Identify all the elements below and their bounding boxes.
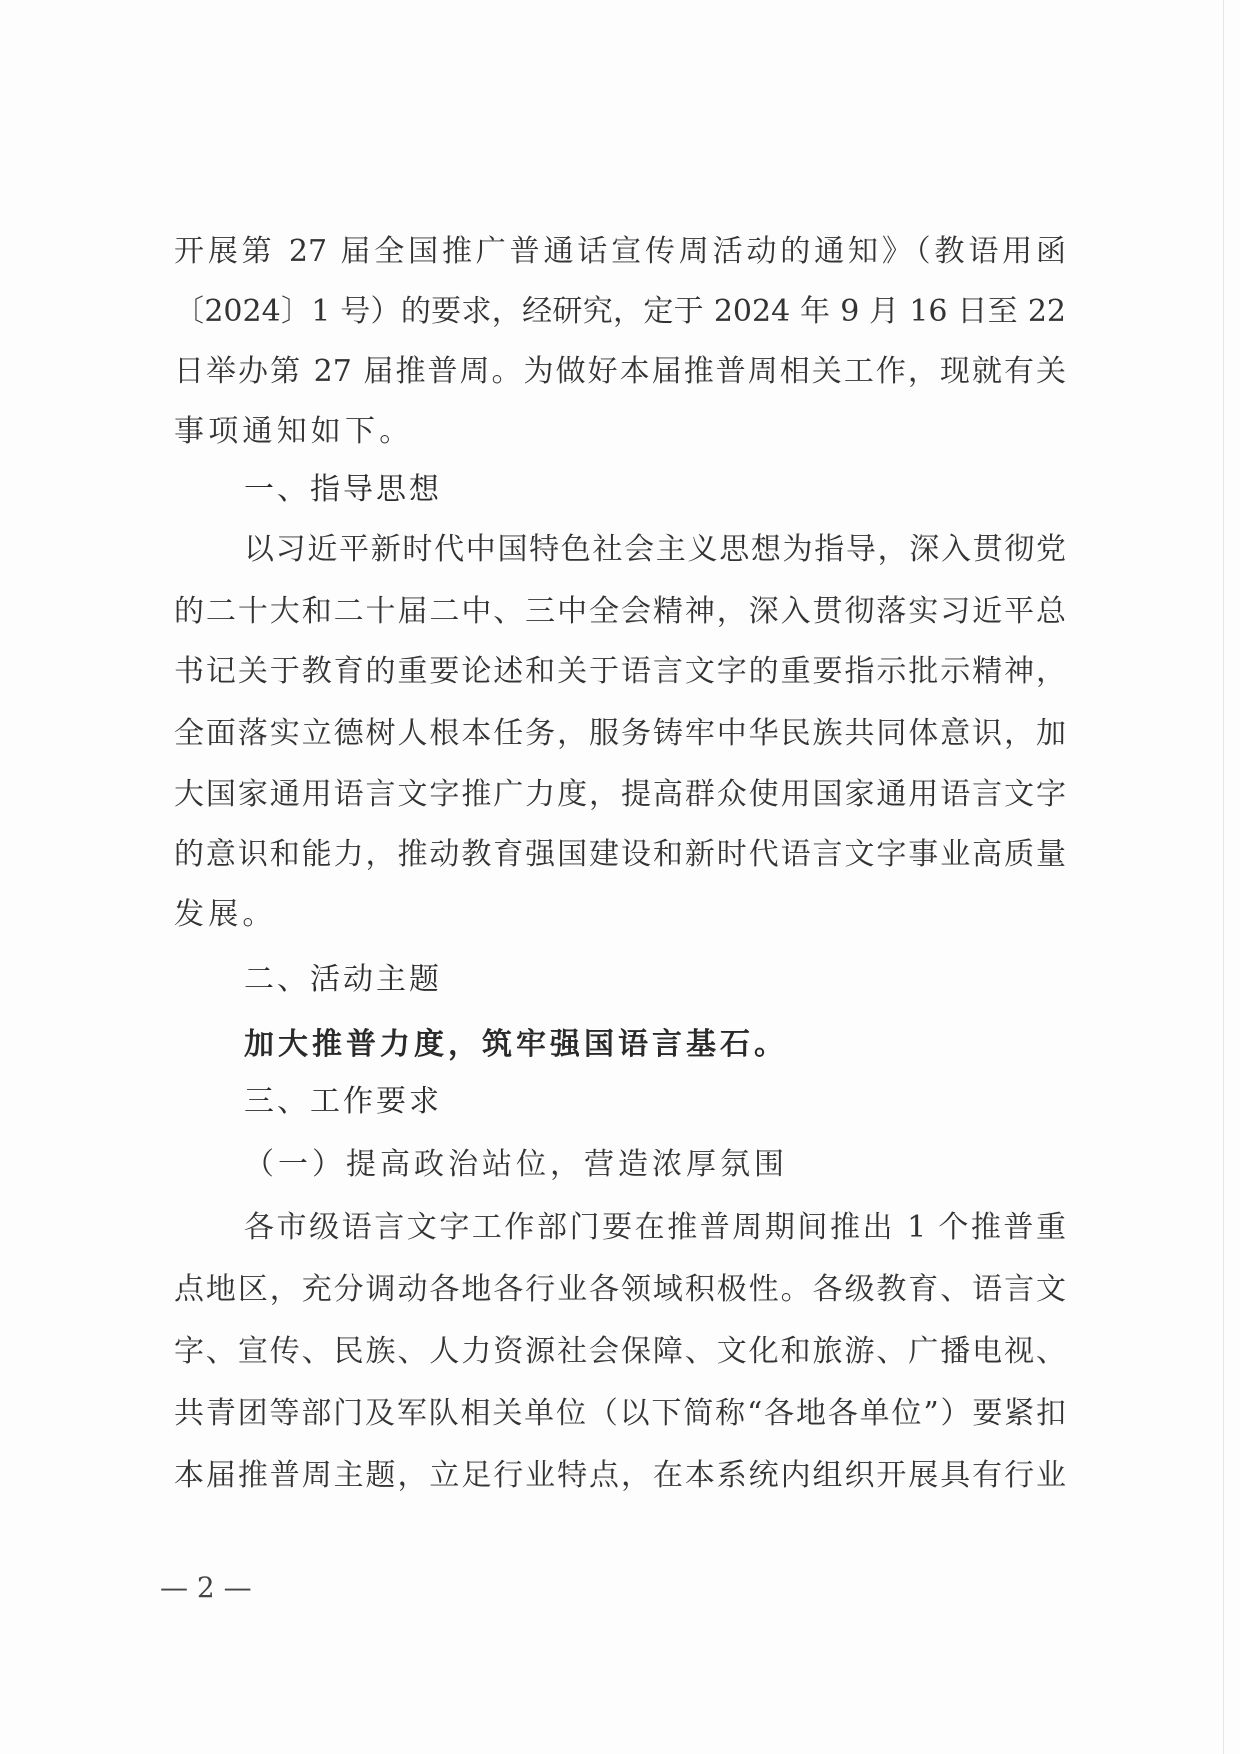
section-heading-work-requirements: 三、工作要求 bbox=[244, 1084, 442, 1119]
body-line: 〔2024〕1 号）的要求，经研究，定于 2024 年 9 月 16 日至 22 bbox=[174, 294, 1066, 329]
body-line: 书记关于教育的重要论述和关于语言文字的重要指示批示精神， bbox=[174, 654, 1066, 689]
body-line: 大国家通用语言文字推广力度，提高群众使用国家通用语言文字 bbox=[174, 777, 1066, 812]
body-line: 点地区，充分调动各地各行业各领域积极性。各级教育、语言文 bbox=[174, 1272, 1066, 1307]
body-line: 开展第 27 届全国推广普通话宣传周活动的通知》（教语用函 bbox=[174, 234, 1066, 269]
body-line: 发展。 bbox=[174, 897, 277, 932]
body-line: 的意识和能力，推动教育强国建设和新时代语言文字事业高质量 bbox=[174, 837, 1066, 872]
body-line: 共青团等部门及军队相关单位（以下简称“各地各单位”）要紧扣 bbox=[174, 1396, 1066, 1431]
body-line: 事项通知如下。 bbox=[174, 414, 414, 449]
section-heading-activity-theme: 二、活动主题 bbox=[244, 962, 442, 997]
body-line: 日举办第 27 届推普周。为做好本届推普周相关工作，现就有关 bbox=[174, 354, 1066, 389]
body-line: 的二十大和二十届二中、三中全会精神，深入贯彻落实习近平总 bbox=[174, 594, 1066, 629]
page-number: — 2 — bbox=[160, 1571, 252, 1604]
section-heading-guiding-ideology: 一、指导思想 bbox=[244, 472, 442, 507]
body-line: 以习近平新时代中国特色社会主义思想为指导，深入贯彻党 bbox=[244, 532, 1066, 567]
body-line: 各市级语言文字工作部门要在推普周期间推出 1 个推普重 bbox=[244, 1210, 1066, 1245]
activity-theme-text: 加大推普力度，筑牢强国语言基石。 bbox=[244, 1027, 788, 1062]
body-line: 本届推普周主题，立足行业特点，在本系统内组织开展具有行业 bbox=[174, 1458, 1066, 1493]
body-line: 全面落实立德树人根本任务，服务铸牢中华民族共同体意识，加 bbox=[174, 716, 1066, 751]
body-line: 字、宣传、民族、人力资源社会保障、文化和旅游、广播电视、 bbox=[174, 1334, 1066, 1369]
page-edge-line bbox=[1223, 0, 1224, 1754]
subsection-heading: （一）提高政治站位，营造浓厚氛围 bbox=[244, 1147, 788, 1182]
